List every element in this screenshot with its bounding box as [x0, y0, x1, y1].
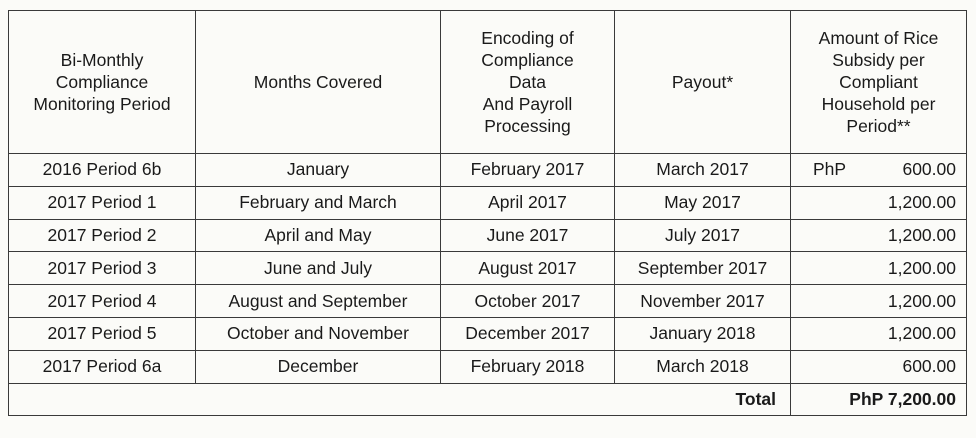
cell-encoding: February 2017: [441, 154, 615, 187]
table-row: [9, 350, 967, 383]
cell-payout: July 2017: [615, 219, 791, 252]
cell-encoding: August 2017: [441, 252, 615, 285]
table-row: [9, 186, 967, 219]
cell-period: 2017 Period 3: [9, 252, 196, 285]
cell-months: October and November: [196, 317, 441, 350]
cell-payout: May 2017: [615, 186, 791, 219]
cell-months: December: [196, 350, 441, 383]
currency-label: PhP: [813, 159, 847, 180]
total-label: Total: [9, 383, 791, 416]
cell-payout: March 2017: [615, 154, 791, 187]
header-subsidy-amount: Amount of Rice Subsidy per Compliant Household per Period**: [791, 11, 967, 154]
cell-months: August and September: [196, 285, 441, 318]
cell-amount: 1,200.00: [791, 219, 967, 252]
cell-period: 2016 Period 6b: [9, 154, 196, 187]
cell-amount: 600.00: [791, 350, 967, 383]
header-months-covered: Months Covered: [196, 11, 441, 154]
header-encoding-processing: Encoding of Compliance Data And Payroll Processing: [441, 11, 615, 154]
cell-months: January: [196, 154, 441, 187]
header-payout: Payout*: [615, 11, 791, 154]
table-row: [9, 317, 967, 350]
cell-encoding: June 2017: [441, 219, 615, 252]
cell-amount: 1,200.00: [791, 285, 967, 318]
total-amount: PhP 7,200.00: [791, 383, 967, 416]
amount-value: 600.00: [902, 159, 956, 180]
cell-amount: 1,200.00: [791, 186, 967, 219]
table-row: [9, 219, 967, 252]
cell-months: February and March: [196, 186, 441, 219]
cell-payout: November 2017: [615, 285, 791, 318]
cell-months: April and May: [196, 219, 441, 252]
cell-payout: January 2018: [615, 317, 791, 350]
total-row: [9, 383, 967, 416]
table-row: [9, 154, 967, 187]
table-header-row: [9, 11, 967, 154]
rice-subsidy-schedule-table: [8, 10, 967, 416]
cell-period: 2017 Period 6a: [9, 350, 196, 383]
cell-encoding: February 2018: [441, 350, 615, 383]
header-monitoring-period: Bi-Monthly Compliance Monitoring Period: [9, 11, 196, 154]
cell-encoding: December 2017: [441, 317, 615, 350]
cell-payout: March 2018: [615, 350, 791, 383]
cell-period: 2017 Period 5: [9, 317, 196, 350]
cell-payout: September 2017: [615, 252, 791, 285]
cell-encoding: April 2017: [441, 186, 615, 219]
cell-period: 2017 Period 4: [9, 285, 196, 318]
cell-period: 2017 Period 2: [9, 219, 196, 252]
table-row: [9, 285, 967, 318]
cell-months: June and July: [196, 252, 441, 285]
table-row: [9, 252, 967, 285]
cell-period: 2017 Period 1: [9, 186, 196, 219]
cell-encoding: October 2017: [441, 285, 615, 318]
cell-amount: 1,200.00: [791, 317, 967, 350]
cell-amount: [791, 154, 967, 187]
cell-amount: 1,200.00: [791, 252, 967, 285]
